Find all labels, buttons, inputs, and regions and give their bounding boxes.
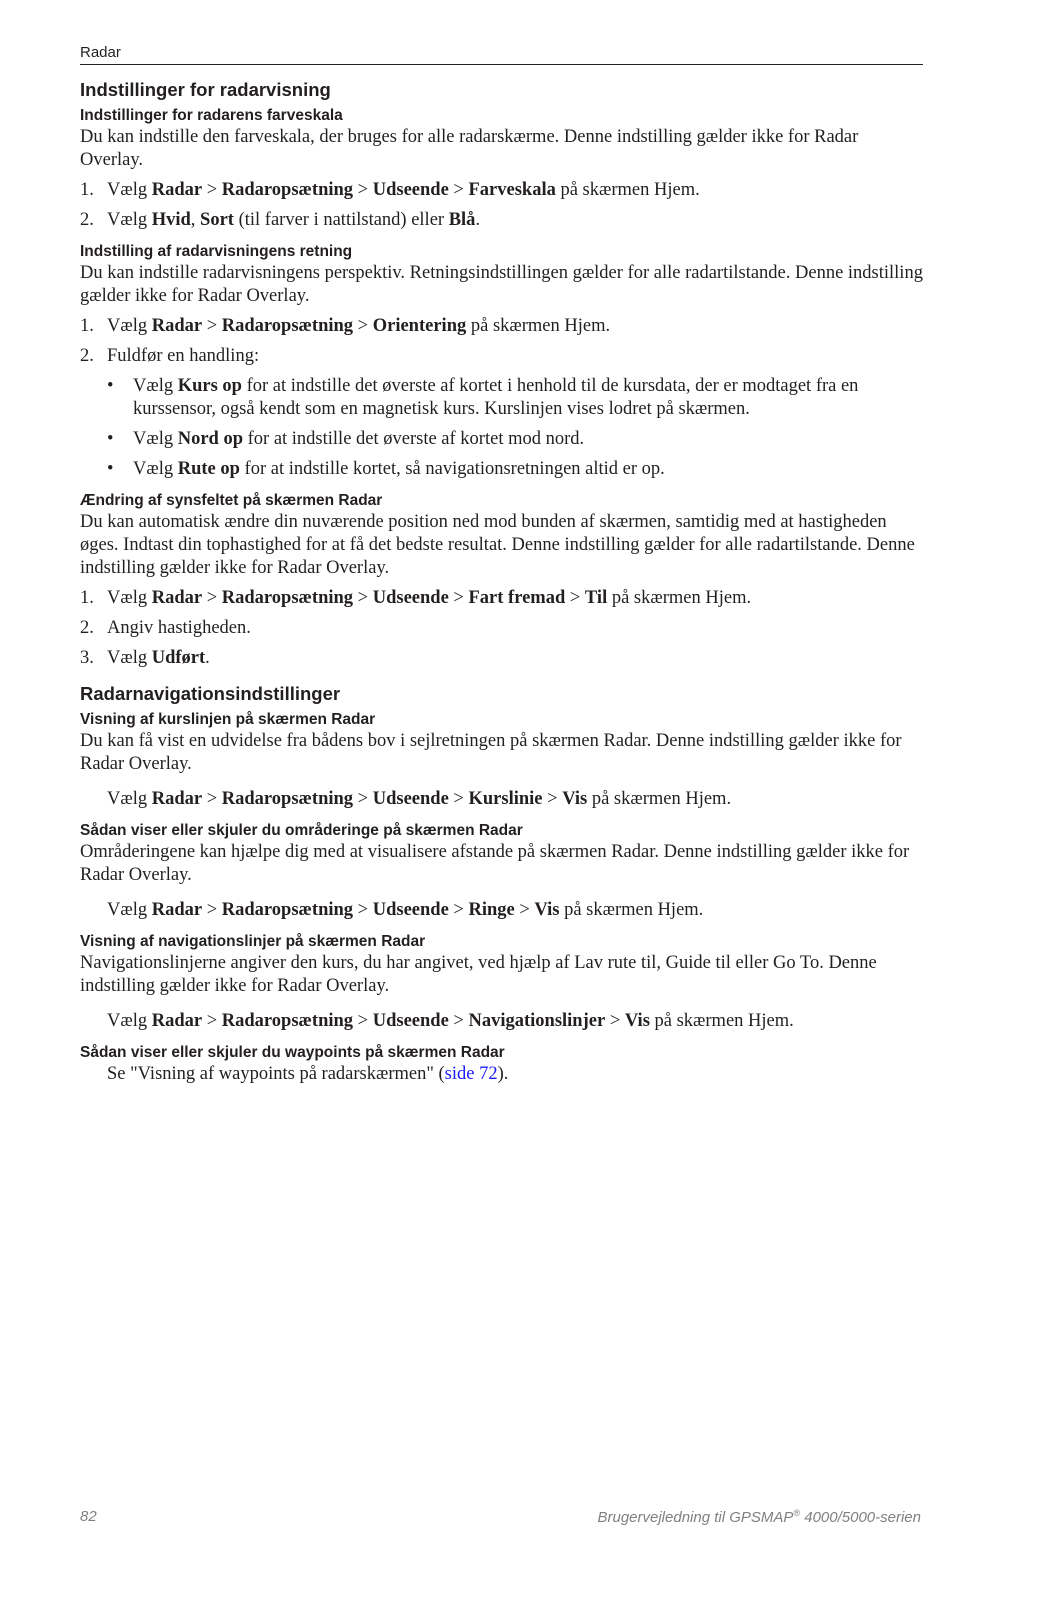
paragraph: Du kan indstille radarvisningens perspektiv. Retningsindstillingen gælder for alle radartilstande. Denne indstilling gælder ikke for Radar Overlay. <box>80 263 923 306</box>
subsection-title-heading-line: Visning af kurslinjen på skærmen Radar <box>80 711 376 728</box>
step-text: Fuldfør en handling: <box>107 346 260 366</box>
steps-list <box>80 179 923 232</box>
subsection-title-color-scheme: Indstillinger for radarens farveskala <box>80 107 343 124</box>
step-item <box>80 315 923 338</box>
step-number: 2. <box>80 210 94 230</box>
bullet-list <box>80 375 923 481</box>
paragraph: Du kan få vist en udvidelse fra bådens bov i sejlretningen på skærmen Radar. Denne indstilling gælder ikke for Radar Overlay. <box>80 731 902 774</box>
bullet-item <box>107 428 923 451</box>
steps-list <box>80 587 923 670</box>
bullet-item <box>107 375 923 421</box>
bullet-dot: • <box>107 376 114 396</box>
step-text: Vælg Radar > Radaropsætning > Orientering på skærmen Hjem. <box>107 316 611 336</box>
step-number: 3. <box>80 648 94 668</box>
bullet-dot: • <box>107 429 114 449</box>
step-number: 1. <box>80 588 94 608</box>
bullet-text: Vælg Nord op for at indstille det øverste af kortet mod nord. <box>133 429 585 449</box>
section-title-radar-display: Indstillinger for radarvisning <box>80 79 331 100</box>
section-title-radar-navigation: Radarnavigationsindstillinger <box>80 683 341 704</box>
subsection-title-range-rings: Sådan viser eller skjuler du områderinge på skærmen Radar <box>80 822 523 839</box>
instruction-line: Vælg Radar > Radaropsætning > Udseende > Kurslinie > Vis på skærmen Hjem. <box>107 789 732 809</box>
running-header: Radar <box>80 44 923 65</box>
step-item <box>80 647 923 670</box>
subsection-title-navigation-lines: Visning af navigationslinjer på skærmen Radar <box>80 933 426 950</box>
subsection-title-waypoints: Sådan viser eller skjuler du waypoints på skærmen Radar <box>80 1044 505 1061</box>
bullet-dot: • <box>107 459 114 479</box>
step-text: Vælg Radar > Radaropsætning > Udseende > Farveskala på skærmen Hjem. <box>107 180 700 200</box>
subsection-title-field-of-view: Ændring af synsfeltet på skærmen Radar <box>80 492 383 509</box>
page-content <box>80 78 923 1086</box>
step-text: Vælg Udført. <box>107 648 210 668</box>
paragraph: Du kan automatisk ændre din nuværende position ned mod bunden af skærmen, samtidig med at hastigheden øges. Indtast din tophastighed for at få det bedste resultat. Denne indstilling gælder for alle radartilstande. Denne indstilling gælder ikke for Radar Overlay. <box>80 512 915 578</box>
step-item <box>80 587 923 610</box>
paragraph: Navigationslinjerne angiver den kurs, du har angivet, ved hjælp af Lav rute til, Guide til eller Go To. Denne indstilling gælder ikke for Radar Overlay. <box>80 953 877 996</box>
subsection-title-orientation: Indstilling af radarvisningens retning <box>80 243 353 260</box>
reference-line: Se "Visning af waypoints på radarskærmen" (side 72). <box>107 1064 509 1084</box>
step-text: Angiv hastigheden. <box>107 618 251 638</box>
instruction-line: Vælg Radar > Radaropsætning > Udseende > Navigationslinjer > Vis på skærmen Hjem. <box>107 1011 794 1031</box>
bullet-item <box>107 458 923 481</box>
step-item <box>80 209 923 232</box>
steps-list <box>80 315 923 368</box>
instruction-line: Vælg Radar > Radaropsætning > Udseende > Ringe > Vis på skærmen Hjem. <box>107 900 704 920</box>
paragraph: Områderingene kan hjælpe dig med at visualisere afstande på skærmen Radar. Denne indstilling gælder ikke for Radar Overlay. <box>80 842 910 885</box>
bullet-text: Vælg Rute op for at indstille kortet, så navigationsretningen altid er op. <box>133 459 665 479</box>
bullet-text: Vælg Kurs op for at indstille det øverste af kortet i henhold til de kursdata, der er modtaget fra en kurssensor, også kendt som en magnetisk kurs. Kurslinjen vises lodret på skærmen. <box>133 376 859 419</box>
step-item <box>80 345 923 368</box>
page-number: 82 <box>80 1508 97 1525</box>
step-item <box>80 617 923 640</box>
footer-title: Brugervejledning til GPSMAP® 4000/5000-serien <box>597 1508 921 1526</box>
step-item <box>80 179 923 202</box>
step-number: 1. <box>80 316 94 336</box>
step-number: 2. <box>80 618 94 638</box>
page-reference-link[interactable]: side 72 <box>444 1064 498 1084</box>
paragraph: Du kan indstille den farveskala, der bruges for alle radarskærme. Denne indstilling gælder ikke for Radar Overlay. <box>80 127 859 170</box>
step-number: 2. <box>80 346 94 366</box>
step-number: 1. <box>80 180 94 200</box>
step-text: Vælg Radar > Radaropsætning > Udseende > Fart fremad > Til på skærmen Hjem. <box>107 588 752 608</box>
step-text: Vælg Hvid, Sort (til farver i nattilstand) eller Blå. <box>107 210 481 230</box>
